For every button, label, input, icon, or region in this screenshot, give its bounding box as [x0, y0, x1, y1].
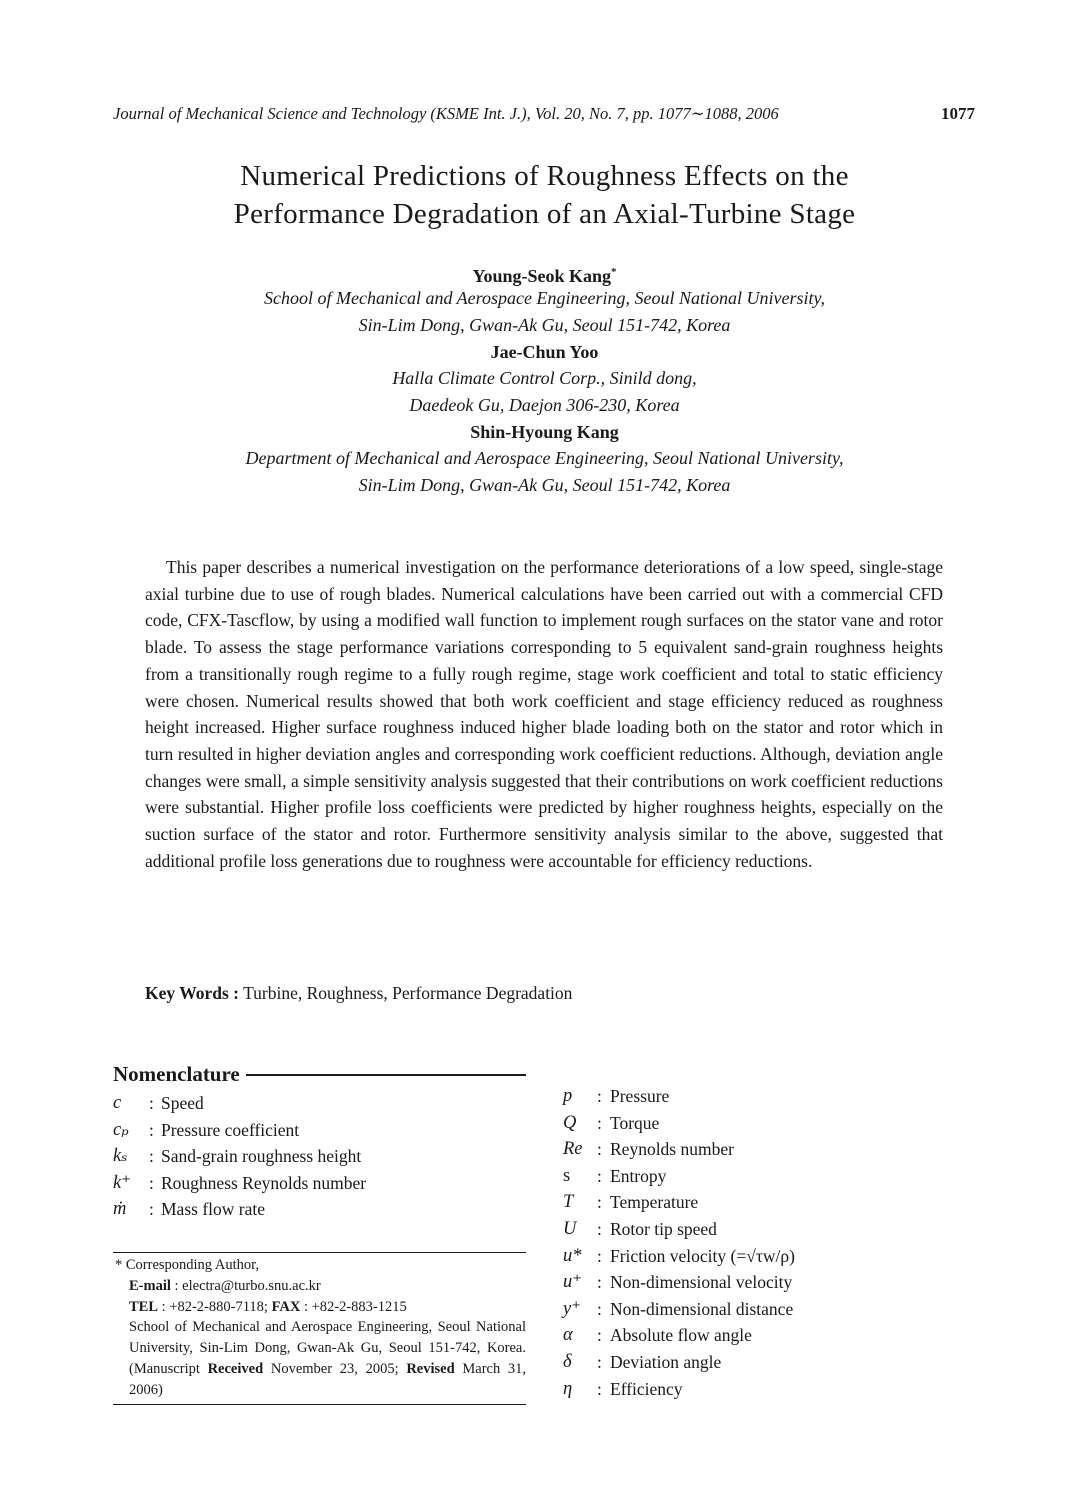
author-affiliation: Halla Climate Control Corp., Sinild dong,	[392, 368, 697, 388]
nomenclature-entry: δ : Deviation angle	[563, 1351, 722, 1372]
abstract-text: This paper describes a numerical investigation on the performance deteriorations of a low speed, single-stage axial turbine due to use of rough blades. Numerical calculations have been carried out with a commercial CFD code, CFX-Tascflow, by using a modified wall function to implement rough surfaces on the stator vane and rotor blade. To assess the stage performance variations corresponding to 5 equivalent sand-grain roughness heights from a transitionally rough regime to a fully rough regime, stage work coefficient and total to static efficiency were chosen. Numerical results showed that both work coefficient and stage efficiency reduced as roughness height increased. Higher surface roughness induced higher blade loading both on the stator and rotor which in turn resulted in higher deviation angles and corresponding work coefficient reductions. Although, deviation angle changes were small, a simple sensitivity analysis suggested that their contributions on work coefficient reductions were substantial. Higher profile loss coefficients were predicted by higher roughness heights, especially on the suction surface of the stator and rotor. Furthermore sensitivity analysis similar to the above, suggested that additional profile loss generations due to roughness were accountable for efficiency reductions.	[145, 557, 943, 871]
nomenclature-entry: η : Efficiency	[563, 1378, 683, 1399]
nomenclature-entry: kₛ : Sand-grain roughness height	[113, 1146, 362, 1167]
author-name: Young-Seok Kang*	[472, 266, 617, 286]
journal-citation: Journal of Mechanical Science and Technology (KSME Int. J.), Vol. 20, No. 7, pp. 1077∼1088, 2006	[113, 104, 779, 123]
nomenclature-entry: ṁ : Mass flow rate	[113, 1199, 266, 1220]
author-address: Sin-Lim Dong, Gwan-Ak Gu, Seoul 151-742, Korea	[358, 474, 731, 495]
nomenclature-entry: y⁺ : Non-dimensional distance	[563, 1298, 794, 1319]
paper-title	[120, 157, 969, 233]
nomenclature-entry: c : Speed	[113, 1093, 204, 1113]
nomenclature-entry: α : Absolute flow angle	[563, 1325, 752, 1346]
page-number: 1077	[941, 104, 975, 123]
nomenclature-entry: U : Rotor tip speed	[563, 1218, 717, 1239]
author-name: Jae-Chun Yoo	[490, 342, 599, 362]
author-name: Shin-Hyoung Kang	[470, 422, 619, 442]
keywords-label: Key Words :	[145, 983, 239, 1003]
title-line-1: Numerical Predictions of Roughness Effects on the	[240, 160, 849, 192]
author-address: Daedeok Gu, Daejon 306-230, Korea	[409, 394, 680, 415]
title-line-2: Performance Degradation of an Axial-Turbine Stage	[233, 198, 856, 230]
keywords-text: Turbine, Roughness, Performance Degradation	[243, 983, 573, 1003]
nomenclature-entry: k⁺ : Roughness Reynolds number	[113, 1172, 367, 1193]
author-affiliation: School of Mechanical and Aerospace Engineering, Seoul National University,	[264, 288, 825, 308]
nomenclature-entry: Re : Reynolds number	[563, 1139, 734, 1160]
nomenclature-entry: s : Entropy	[563, 1165, 667, 1186]
corresponding-mark: *	[611, 266, 617, 278]
nomenclature-entry: Q : Torque	[563, 1112, 660, 1133]
footnote-phone: TEL : +82-2-880-7118; FAX : +82-2-883-1215	[129, 1298, 407, 1315]
nomenclature-left-column	[113, 1090, 533, 1223]
email-address: : electra@turbo.snu.ac.kr	[174, 1277, 321, 1294]
nomenclature-entry: p : Pressure	[563, 1086, 670, 1106]
footnote-corresponding: * Corresponding Author,	[115, 1257, 260, 1273]
corresponding-author-footnote	[113, 1252, 526, 1405]
nomenclature-heading	[113, 1062, 526, 1090]
keywords	[145, 980, 943, 1006]
nomenclature-title: Nomenclature	[113, 1062, 246, 1087]
author-affiliation: Department of Mechanical and Aerospace Engineering, Seoul National University,	[245, 448, 844, 468]
footnote-address: School of Mechanical and Aerospace Engineering, Seoul National University, Sin-Lim Dong, Gwan-Ak Gu, Seoul 151-742, Korea. (Manuscript Received November 23, 2005; Revised March 31, 2006)	[129, 1319, 527, 1398]
nomenclature-right-column	[563, 1083, 983, 1402]
author-block	[120, 258, 969, 498]
nomenclature-entry: cₚ : Pressure coefficient	[113, 1119, 300, 1140]
nomenclature-entry: u* : Friction velocity (=√τw/ρ)	[563, 1245, 795, 1266]
footnote-email: E-mail : electra@turbo.snu.ac.kr	[129, 1277, 321, 1294]
nomenclature-entry: T : Temperature	[563, 1192, 699, 1213]
running-header	[113, 104, 975, 126]
author-address: Sin-Lim Dong, Gwan-Ak Gu, Seoul 151-742, Korea	[358, 314, 731, 335]
nomenclature-entry: u⁺ : Non-dimensional velocity	[563, 1272, 793, 1293]
abstract	[145, 554, 943, 874]
